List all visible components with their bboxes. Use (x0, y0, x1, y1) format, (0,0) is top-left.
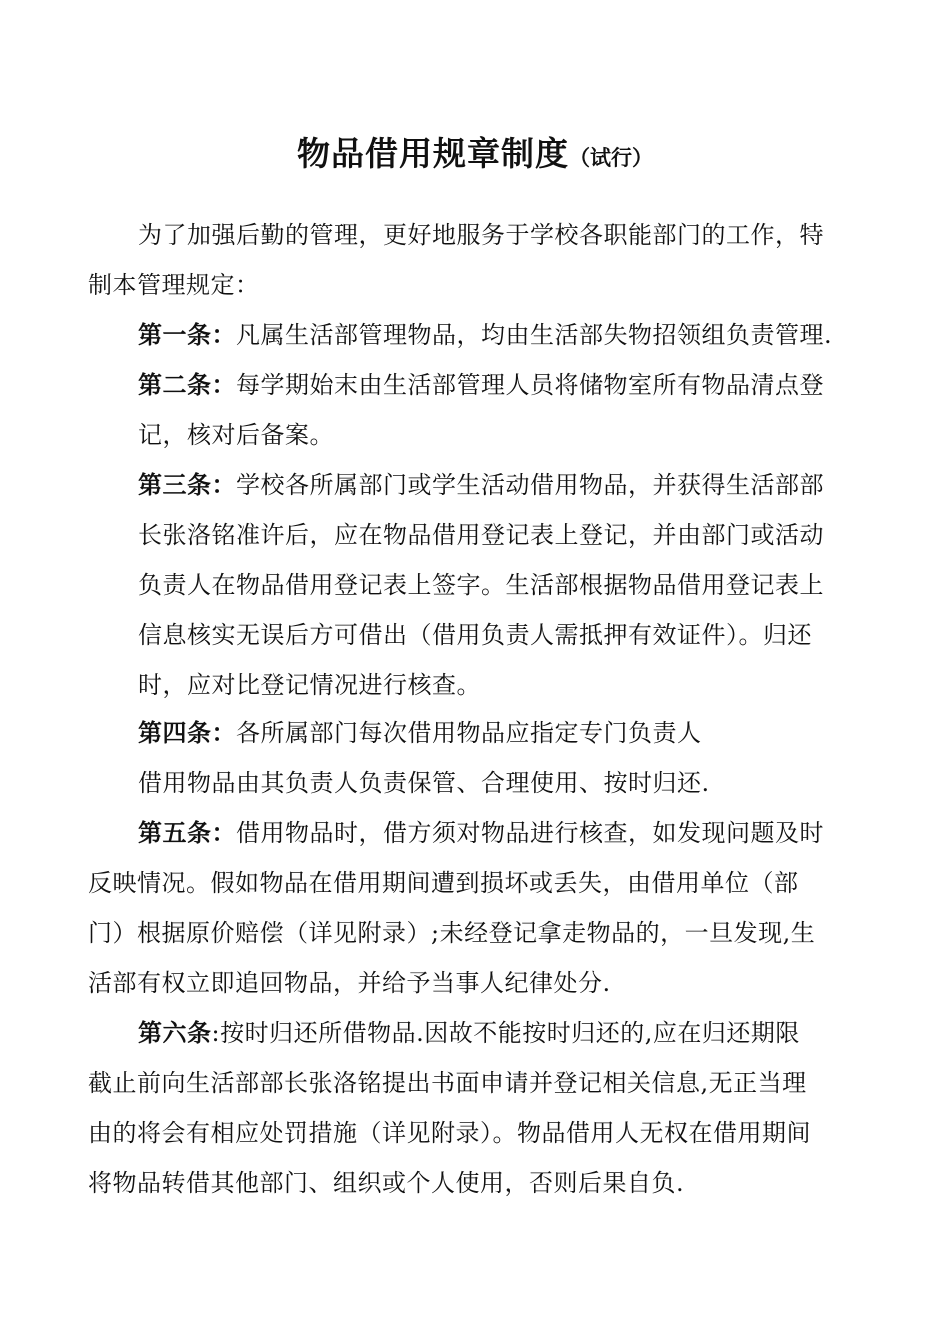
article-1-line-1 (138, 320, 832, 350)
article-2-label: 第二条： (138, 371, 236, 399)
article-6-line-1 (138, 1018, 800, 1048)
article-4-text: 各所属部门每次借用物品应指定专门负责人 (236, 719, 702, 747)
article-5-text: 借用物品时，借方须对物品进行核查，如发现问题及时 (236, 819, 824, 847)
article-2-line-1 (138, 370, 824, 400)
article-5-line-1 (138, 818, 824, 848)
article-3-line-2: 长张洛铭准许后，应在物品借用登记表上登记，并由部门或活动 (138, 521, 824, 549)
article-3-line-4: 信息核实无误后方可借出（借用负责人需抵押有效证件）。归还 (138, 621, 812, 649)
article-4-line-2: 借用物品由其负责人负责保管、合理使用、按时归还. (138, 769, 710, 797)
article-3-line-5: 时，应对比登记情况进行核查。 (138, 671, 481, 699)
article-5-label: 第五条： (138, 819, 236, 847)
article-5-line-3: 门）根据原价赔偿（详见附录）;未经登记拿走物品的，一旦发现,生 (88, 919, 816, 947)
article-6-line-4: 将物品转借其他部门、组织或个人使用，否则后果自负. (88, 1169, 685, 1197)
intro-line-1: 为了加强后勤的管理，更好地服务于学校各职能部门的工作，特 (138, 221, 824, 249)
article-3-line-1 (138, 470, 824, 500)
article-3-line-3: 负责人在物品借用登记表上签字。生活部根据物品借用登记表上 (138, 571, 824, 599)
intro-line-2: 制本管理规定： (88, 271, 260, 299)
article-2-text: 每学期始末由生活部管理人员将储物室所有物品清点登 (236, 371, 824, 399)
article-3-text: 学校各所属部门或学生活动借用物品，并获得生活部部 (236, 471, 824, 499)
article-4-line-1 (138, 718, 702, 748)
article-5-line-4: 活部有权立即追回物品，并给予当事人纪律处分. (88, 969, 611, 997)
article-5-line-2: 反映情况。假如物品在借用期间遭到损坏或丢失，由借用单位（部 (88, 869, 799, 897)
document-title (0, 128, 950, 175)
article-2-line-2: 记，核对后备案。 (138, 421, 334, 449)
article-6-line-2: 截止前向生活部部长张洛铭提出书面申请并登记相关信息,无正当理 (88, 1069, 807, 1097)
title-main: 物品借用规章制度 (297, 134, 569, 173)
article-1-label: 第一条： (138, 321, 236, 349)
article-3-label: 第三条： (138, 471, 236, 499)
article-1-text: 凡属生活部管理物品，均由生活部失物招领组负责管理. (236, 321, 833, 349)
article-4-label: 第四条： (138, 719, 236, 747)
article-6-text: :按时归还所借物品.因故不能按时归还的,应在归还期限 (211, 1019, 800, 1047)
title-suffix: （试行） (569, 146, 653, 170)
article-6-line-3: 由的将会有相应处罚措施（详见附录）。物品借用人无权在借用期间 (88, 1119, 811, 1147)
article-6-label: 第六条 (138, 1019, 212, 1047)
